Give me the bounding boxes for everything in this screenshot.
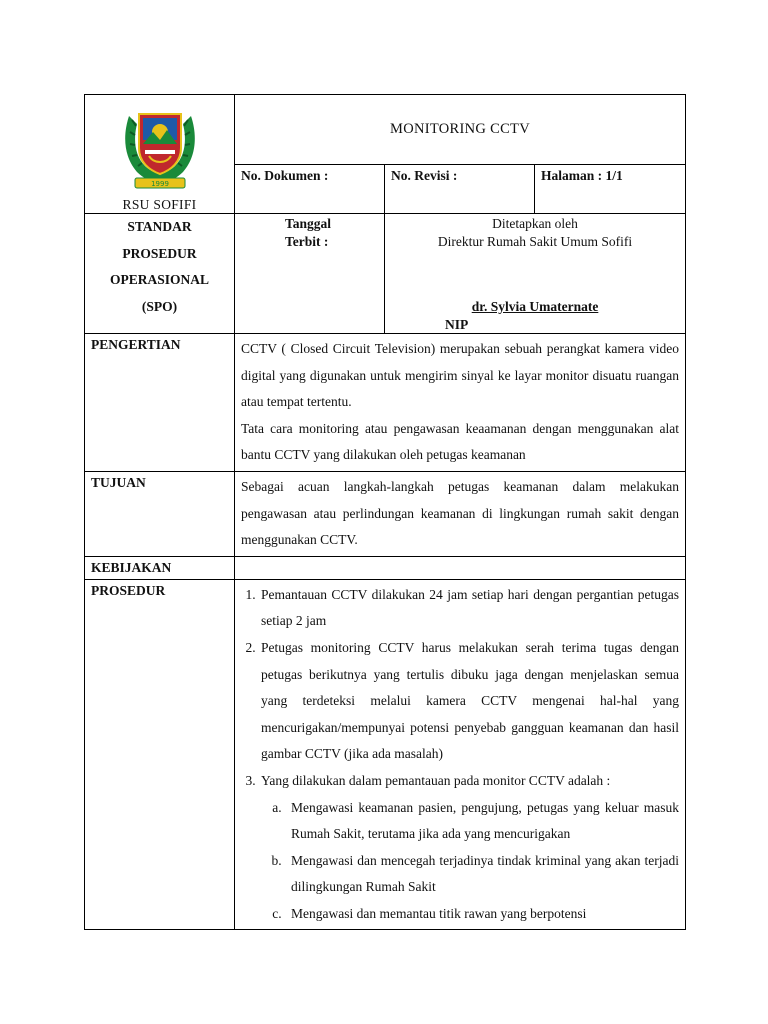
pengertian-paragraph: CCTV ( Closed Circuit Television) merupakan sebuah perangkat kamera video digital yang digunakan untuk mengirim sinyal ke layar monitor disuatu ruangan atau tempat tertentu.	[241, 341, 680, 410]
document-title: MONITORING CCTV	[390, 121, 530, 138]
ditetapkan-oleh: Ditetapkan oleh	[492, 216, 578, 231]
institution-name: RSU SOFIFI	[122, 197, 197, 212]
tanggal-terbit-cell	[235, 214, 385, 334]
prosedur-content	[235, 579, 686, 930]
prosedur-substep: a. Mengawasi keamanan pasien, pengujung, petugas yang keluar masuk Rumah Sakit, terutama jika ada yang mencurigakan	[285, 795, 679, 848]
tanggal-label: Tanggal	[285, 216, 332, 231]
spo-line: PROSEDUR	[122, 245, 197, 261]
spo-line: (SPO)	[141, 298, 178, 314]
spo-label-cell	[85, 214, 235, 334]
prosedur-substeps	[261, 795, 679, 928]
pengertian-paragraph: Tata cara monitoring atau pengawasan keaamanan dengan menggunakan alat bantu CCTV yang dilakukan oleh petugas keamanan	[241, 420, 680, 463]
prosedur-label: PROSEDUR	[85, 579, 235, 930]
svg-text:1999: 1999	[150, 180, 169, 188]
no-dokumen-cell: No. Dokumen :	[235, 165, 385, 214]
terbit-label: Terbit :	[285, 234, 329, 249]
ditetapkan-cell	[385, 214, 686, 334]
pengertian-content	[235, 334, 686, 472]
prosedur-steps	[241, 582, 679, 928]
title-cell	[235, 95, 686, 165]
prosedur-step: 2. Petugas monitoring CCTV harus melakukan serah terima tugas dengan petugas berikutnya yang tertulis dibuku jaga dengan menjelaskan semua yang terdeteksi melalui kamera CCTV mengenai hal-hal yang mencurigakan/mempunyai potensi penyebab gangguan keamanan dan hasil gambar CCTV (jika ada masalah)	[259, 635, 679, 768]
prosedur-step: 3. Yang dilakukan dalam pemantauan pada monitor CCTV adalah : a. Mengawasi keamanan pasien, pengujung, petugas yang keluar masuk Rumah Sakit, terutama jika ada yang mencurigakan b. Mengawasi dan mencegah terjadinya tindak kriminal yang akan terjadi dilingkungan Rumah Sakit c. Mengawasi dan memantau titik rawan yang berpotensi	[259, 768, 679, 928]
logo-cell	[85, 95, 235, 214]
tujuan-label: TUJUAN	[85, 471, 235, 556]
kebijakan-label: KEBIJAKAN	[85, 556, 235, 579]
direktur-title: Direktur Rumah Sakit Umum Sofifi	[437, 234, 633, 249]
kebijakan-content	[235, 556, 686, 579]
signatory-name: dr. Sylvia Umaternate	[471, 299, 599, 314]
spo-line: OPERASIONAL	[109, 272, 209, 287]
no-revisi-cell: No. Revisi :	[385, 165, 535, 214]
prosedur-step: 1. Pemantauan CCTV dilakukan 24 jam setiap hari dengan pergantian petugas setiap 2 jam	[259, 582, 679, 635]
prosedur-substep: b. Mengawasi dan mencegah terjadinya tindak kriminal yang akan terjadi dilingkungan Rumah Sakit	[285, 848, 679, 901]
nip-label: NIP	[445, 317, 469, 332]
spo-line: STANDAR	[127, 219, 192, 234]
halaman-cell: Halaman : 1/1	[535, 165, 686, 214]
tujuan-paragraph: Sebagai acuan langkah-langkah petugas keamanan dalam melakukan pengawasan atau perlindungan keamanan di lingkungan rumah sakit dengan menggunakan CCTV.	[241, 478, 680, 548]
hospital-crest-logo	[121, 104, 199, 192]
tujuan-content	[235, 471, 686, 556]
pengertian-label: PENGERTIAN	[85, 334, 235, 472]
prosedur-substep: c. Mengawasi dan memantau titik rawan yang berpotensi	[285, 901, 679, 928]
spo-table	[84, 94, 686, 930]
